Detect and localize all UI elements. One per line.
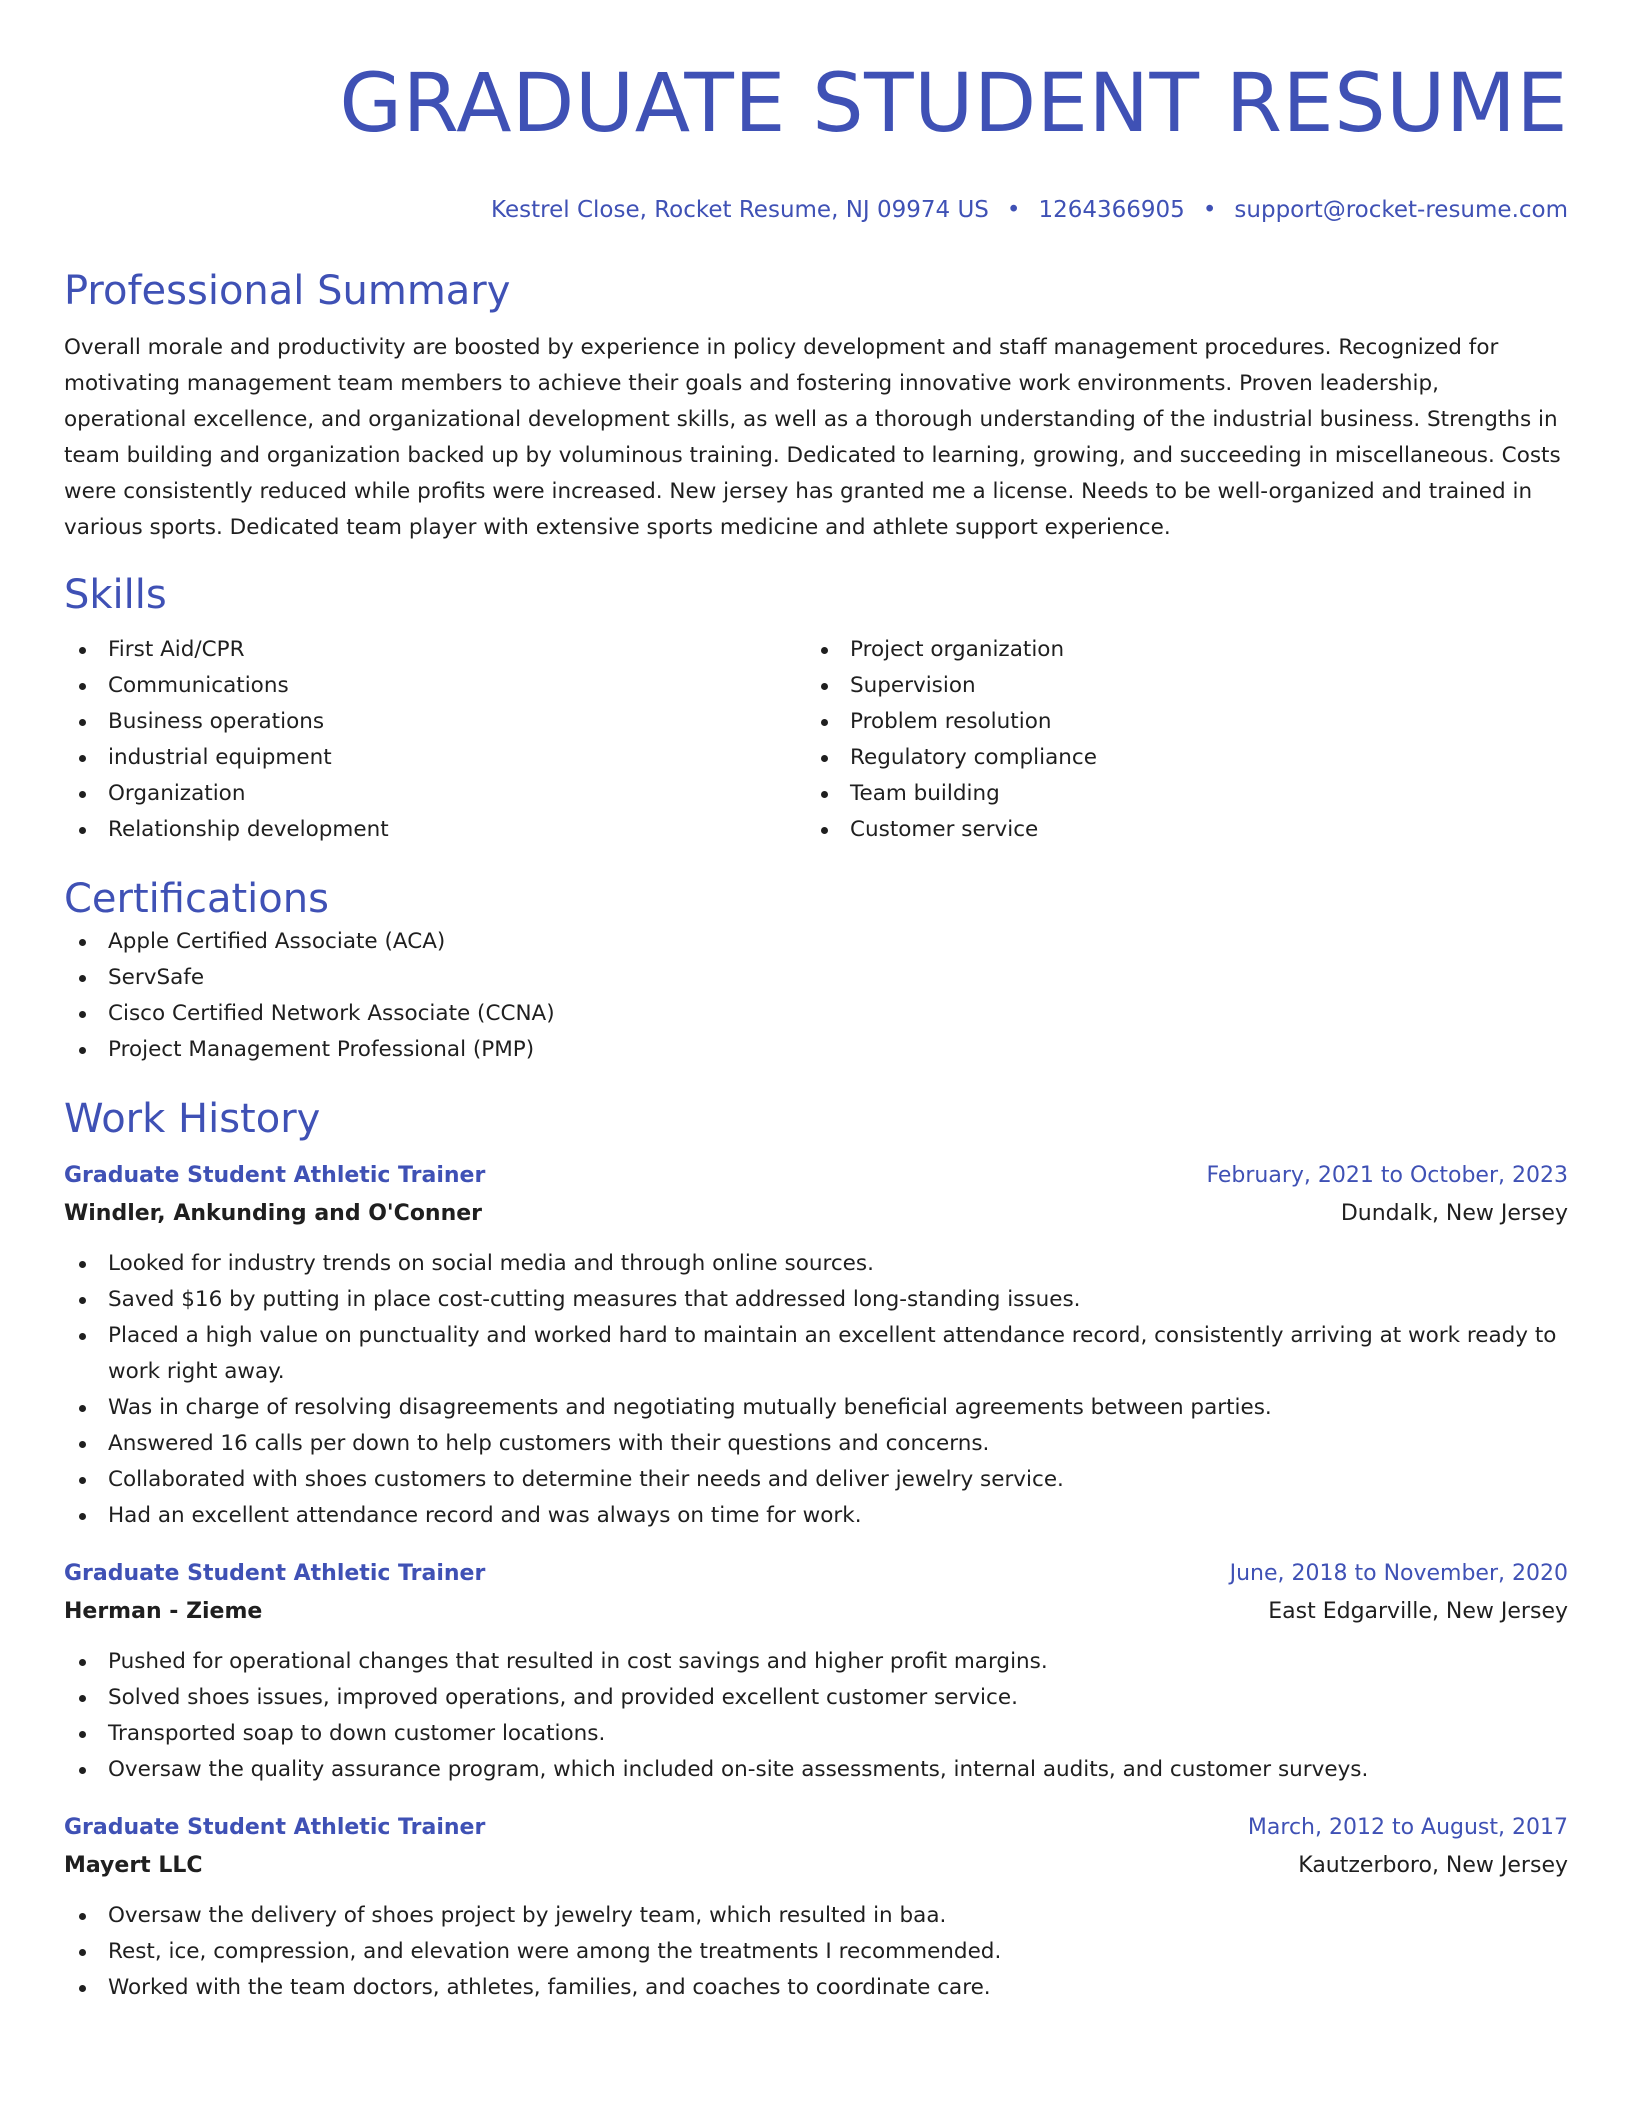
job-title: Graduate Student Athletic Trainer xyxy=(64,1163,486,1188)
skills-grid xyxy=(64,632,1568,848)
job-dates: February, 2021 to October, 2023 xyxy=(1206,1163,1568,1188)
job-header-row xyxy=(64,1158,1568,1194)
skills-list-left xyxy=(64,632,806,848)
skill-item: Problem resolution xyxy=(806,704,1548,740)
job-location: Dundalk, New Jersey xyxy=(1340,1201,1568,1226)
job-company-row xyxy=(64,1846,1568,1886)
skill-item: Organization xyxy=(64,776,806,812)
email-link[interactable]: support@rocket-resume.com xyxy=(1234,197,1568,223)
job-company-row xyxy=(64,1592,1568,1632)
job-duty: Had an excellent attendance record and was always on time for work. xyxy=(64,1498,1568,1534)
job-duty: Rest, ice, compression, and elevation were among the treatments I recommended. xyxy=(64,1934,1568,1970)
phone: 1264366905 xyxy=(1038,197,1185,223)
skill-item: Team building xyxy=(806,776,1548,812)
job-duty: Collaborated with shoes customers to determine their needs and deliver jewelry service. xyxy=(64,1462,1568,1498)
job-duty: Answered 16 calls per down to help customers with their questions and concerns. xyxy=(64,1426,1568,1462)
certifications-list xyxy=(64,924,1568,1068)
job-company: Windler, Ankunding and O'Conner xyxy=(64,1201,483,1226)
job-entry xyxy=(64,1556,1568,1788)
separator-dot: • xyxy=(1202,197,1217,223)
resume-name: GRADUATE STUDENT RESUME xyxy=(339,57,1568,151)
skill-item: First Aid/CPR xyxy=(64,632,806,668)
skill-item: Communications xyxy=(64,668,806,704)
job-duty: Saved $16 by putting in place cost-cutting measures that addressed long-standing issues. xyxy=(64,1282,1568,1318)
certification-item: Project Management Professional (PMP) xyxy=(64,1032,1568,1068)
address: Kestrel Close, Rocket Resume, NJ 09974 US xyxy=(491,197,989,223)
job-duty: Solved shoes issues, improved operations, and provided excellent customer service. xyxy=(64,1680,1568,1716)
job-dates: June, 2018 to November, 2020 xyxy=(1229,1561,1568,1586)
job-duty: Oversaw the quality assurance program, which included on-site assessments, internal audits, and customer surveys. xyxy=(64,1752,1568,1788)
skill-item: Project organization xyxy=(806,632,1548,668)
skill-item: Business operations xyxy=(64,704,806,740)
job-company: Mayert LLC xyxy=(64,1853,203,1878)
skills-heading: Skills xyxy=(64,572,167,618)
skills-list-right xyxy=(806,632,1548,848)
job-header-row xyxy=(64,1810,1568,1846)
job-title: Graduate Student Athletic Trainer xyxy=(64,1561,486,1586)
job-header-row xyxy=(64,1556,1568,1592)
skill-item: industrial equipment xyxy=(64,740,806,776)
job-duty: Was in charge of resolving disagreements and negotiating mutually beneficial agreements between parties. xyxy=(64,1390,1568,1426)
job-location: Kautzerboro, New Jersey xyxy=(1298,1853,1568,1878)
job-duty: Worked with the team doctors, athletes, families, and coaches to coordinate care. xyxy=(64,1970,1568,2006)
certification-item: Apple Certified Associate (ACA) xyxy=(64,924,1568,960)
job-duties-list xyxy=(64,1246,1568,1534)
job-duty: Pushed for operational changes that resulted in cost savings and higher profit margins. xyxy=(64,1644,1568,1680)
certification-item: ServSafe xyxy=(64,960,1568,996)
skill-item: Regulatory compliance xyxy=(806,740,1548,776)
skill-item: Relationship development xyxy=(64,812,806,848)
job-duty: Transported soap to down customer locations. xyxy=(64,1716,1568,1752)
job-entry xyxy=(64,1158,1568,1534)
skill-item: Customer service xyxy=(806,812,1548,848)
job-duties-list xyxy=(64,1898,1568,2006)
contact-line xyxy=(64,194,1568,226)
job-company-row xyxy=(64,1194,1568,1234)
resume-page xyxy=(64,0,1568,2006)
skill-item: Supervision xyxy=(806,668,1548,704)
job-entry xyxy=(64,1810,1568,2006)
job-location: East Edgarville, New Jersey xyxy=(1268,1599,1568,1624)
separator-dot: • xyxy=(1006,197,1021,223)
work-history-heading: Work History xyxy=(64,1096,321,1142)
job-company: Herman - Zieme xyxy=(64,1599,263,1624)
job-duty: Placed a high value on punctuality and worked hard to maintain an excellent attendance record, consistently arriving at work ready to work right away. xyxy=(64,1318,1568,1390)
job-duties-list xyxy=(64,1644,1568,1788)
job-duty: Looked for industry trends on social media and through online sources. xyxy=(64,1246,1568,1282)
summary-text: Overall morale and productivity are boosted by experience in policy development and staff management procedures. Recognized for motivating management team members to achieve their goals and fostering innovative work environments. Proven leadership, operational excellence, and organizational development skills, as well as a thorough understanding of the industrial business. Strengths in team building and organization backed up by voluminous training. Dedicated to learning, growing, and succeeding in miscellaneous. Costs were consistently reduced while profits were increased. New jersey has granted me a license. Needs to be well-organized and trained in various sports. Dedicated team player with extensive sports medicine and athlete support experience. xyxy=(64,335,1561,540)
job-title: Graduate Student Athletic Trainer xyxy=(64,1815,486,1840)
certification-item: Cisco Certified Network Associate (CCNA) xyxy=(64,996,1568,1032)
summary-heading: Professional Summary xyxy=(64,268,511,314)
job-duty: Oversaw the delivery of shoes project by jewelry team, which resulted in baa. xyxy=(64,1898,1568,1934)
job-dates: March, 2012 to August, 2017 xyxy=(1247,1815,1568,1840)
certifications-heading: Certifications xyxy=(64,876,329,922)
